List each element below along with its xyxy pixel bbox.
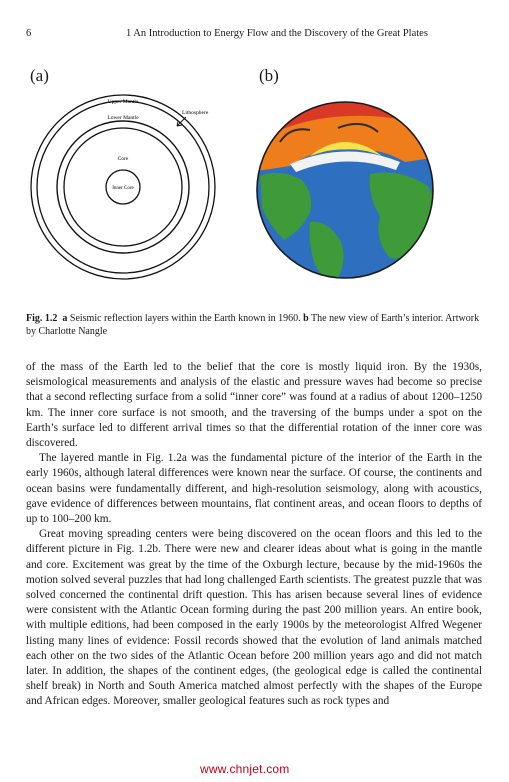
paragraph-3: Great moving spreading centers were being discovered on the ocean floors and this led to the different picture in Fig. 1.2b. There were new and clearer ideas about what is going in the mantle and core. Excitement was great by the time of the Oxburgh lecture, because by the mid-1960s the motion solved several puzzles that had long challenged Earth scientists. The greatest puzzle that was solved concerned the continental drift question. This has arisen because several lines of evidence were consistent with the Atlantic Ocean forming during the past 200 million years. An entire book, with multiple editions, had been composed in the early 1900s by the meteorologist Alfred Wegener listing many lines of evidence: Fossil records showed that the evolution of land animals matched each other on the two sides of the Atlantic Ocean before 200 million years ago and did not match later. In addition, the shapes of the continent edges, (the geological edge is called the continental shelf break) in North and South America matched almost perfectly with the shapes of the Europe and African edges. Moreover, smaller geological features such as rock types and (26, 528, 482, 708)
lower-mantle-label: Lower Mantle (107, 115, 139, 121)
caption-part-a: a (62, 313, 68, 324)
watermark: www.chnjet.com (200, 762, 290, 776)
caption-text-b: The new view of Earth’s interior. Artwork by Charlotte Nangle (26, 313, 480, 337)
caption-fig-label: Fig. 1.2 (26, 313, 58, 324)
figure-caption (26, 312, 482, 338)
core-label: Core (117, 156, 129, 162)
caption-text-a: Seismic reflection layers within the Earth known in 1960. (67, 313, 304, 324)
upper-mantle-label: Upper Mantle (107, 99, 139, 105)
panel-a-label: (a) (30, 66, 49, 85)
running-title: 1 An Introduction to Energy Flow and the Discovery of the Great Plates (126, 28, 428, 39)
lithosphere-label: Lithosphere (182, 110, 209, 116)
page-number: 6 (26, 28, 32, 39)
panel-b-label: (b) (259, 66, 279, 85)
body-text (26, 360, 482, 710)
inner-core-label: Inner Core (112, 186, 134, 191)
earth-layers-diagram (26, 90, 246, 300)
earth-artwork (250, 90, 460, 290)
paragraph-2: The layered mantle in Fig. 1.2a was the fundamental picture of the interior of the Earth in the early 1960s, although lateral differences were known near the surface. Of course, the continents and ocean basins were fundamentally different, and high-resolution seismology, along with acoustics, gave evidence of differences between mountains, flat continent areas, and ocean floors to depths of up to 100–200 km. (26, 452, 482, 526)
caption-part-b: b (303, 313, 309, 324)
paragraph-1: of the mass of the Earth led to the belief that the core is mostly liquid iron. By the 1930s, seismological measurements and analysis of the elastic and pressure waves had become so precise that a second reflecting surface from a solid “inner core” was found at a radius of about 1200–1250 km. The inner core surface is not smooth, and the traversing of the bumps under a spot on the Earth’s surface led to different arrival times so that the differential rotation of the inner core was discovered. (26, 361, 482, 450)
running-header (26, 28, 482, 42)
